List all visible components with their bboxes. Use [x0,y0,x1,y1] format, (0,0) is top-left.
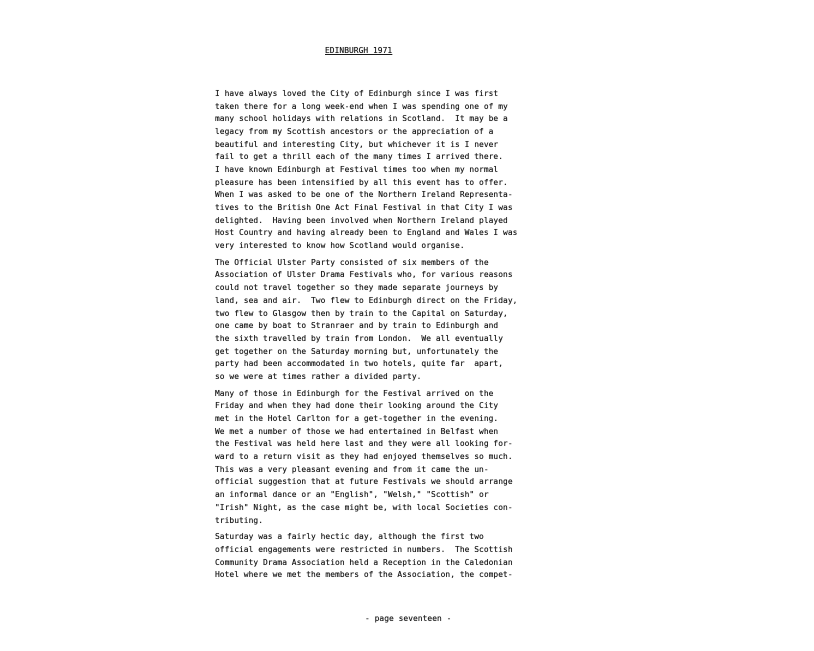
text-line: an informal dance or an "English", "Welsh," "Scottish" or [215,490,489,500]
paragraph [215,388,611,528]
text-line: "Irish" Night, as the case might be, with local Societies con- [215,502,513,512]
text-line: tributing. [215,515,264,525]
text-line: This was a very pleasant evening and from it came the un- [215,464,489,474]
text-line: pleasure has been intensified by all this event has to offer. [215,177,508,187]
text-line: party had been accommodated in two hotels, quite far apart, [215,359,504,369]
text-line: one came by boat to Stranraer and by train to Edinburgh and [215,321,499,331]
text-line: could not travel together so they made separate journeys by [215,283,499,293]
text-line: tives to the British One Act Final Festival in that City I was [215,203,513,212]
text-line: I have always loved the City of Edinburgh since I was first [215,88,499,98]
text-line: official engagements were restricted in numbers. The Scottish [215,544,513,554]
text-line: When I was asked to be one of the Northern Ireland Representa- [215,190,513,200]
text-line: Many of those in Edinburgh for the Festival arrived on the [215,388,494,398]
paragraph [215,531,611,582]
text-line: met in the Hotel Carlton for a get-together in the evening. [215,414,499,423]
text-line: The Official Ulster Party consisted of six members of the [215,257,489,267]
text-line: Host Country and having already been to England and Wales I was [215,228,518,238]
text-line: get together on the Saturday morning but, unfortunately the [215,346,499,356]
text-line: official suggestion that at future Festivals we should arrange [215,477,513,487]
body-paragraphs [215,88,611,582]
text-line: very interested to know how Scotland would organise. [215,241,465,251]
text-line: land, sea and air. Two flew to Edinburgh direct on the Friday, [215,295,518,305]
text-line: Friday and when they had done their looking around the City [215,401,499,411]
text-line: two flew to Glasgow then by train to the Capital on Saturday, [215,308,508,318]
paragraph [215,88,611,253]
document-title: EDINBURGH 1971 [325,46,393,56]
text-line: taken there for a long week-end when I was spending one of my [215,101,508,111]
text-line: the Festival was held here last and they were all looking for- [215,439,513,449]
text-line: legacy from my Scottish ancestors or the appreciation of a [215,126,494,136]
page-footer: - page seventeen - [365,614,452,624]
text-line: We met a number of those we had entertained in Belfast when [215,426,499,436]
text-line: delighted. Having been involved when Northern Ireland played [215,215,508,225]
text-line: Community Drama Association held a Reception in the Caledonian [215,557,513,567]
typed-text-block [215,20,611,651]
text-line: ward to a return visit as they had enjoyed themselves so much. [215,452,513,462]
paragraph [215,257,611,384]
text-line: the sixth travelled by train from London. We all eventually [215,333,504,343]
text-line: so we were at times rather a divided party. [215,371,422,381]
text-line: Saturday was a fairly hectic day, although the first two [215,532,484,542]
text-line: Association of Ulster Drama Festivals who, for various reasons [215,270,513,280]
text-line: many school holidays with relations in Scotland. It may be a [215,114,508,124]
text-line: Hotel where we met the members of the Association, the compet- [215,570,513,580]
text-line: beautiful and interesting City, but whichever it is I never [215,139,499,149]
text-line: I have known Edinburgh at Festival times too when my normal [215,164,499,174]
text-line: fail to get a thrill each of the many times I arrived there. [215,152,504,162]
